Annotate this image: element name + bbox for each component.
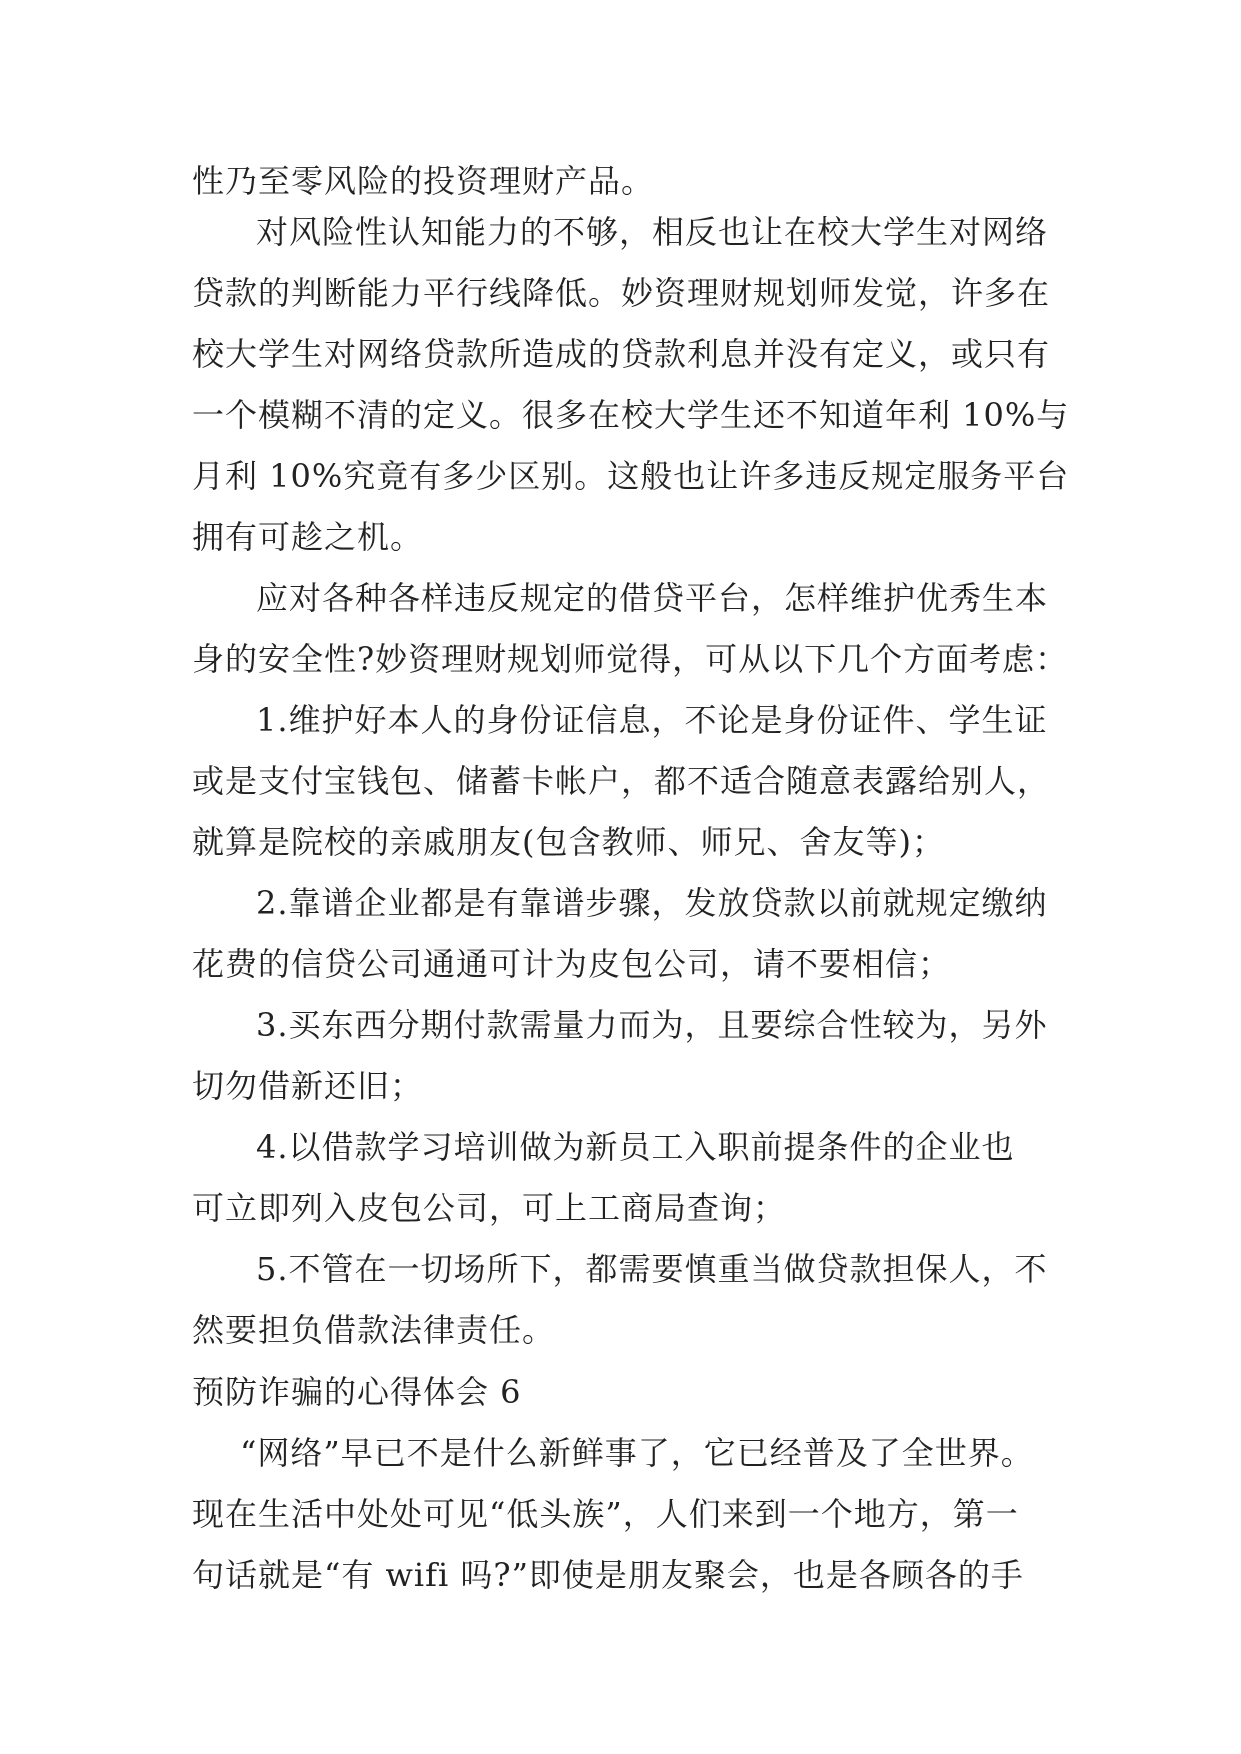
list-item-1-line-1: 1.维护好本人的身份证信息，不论是身份证件、学生证: [256, 701, 1048, 739]
text-line-22: “网络”早已不是什么新鲜事了，它已经普及了全世界。: [240, 1434, 1034, 1472]
text-line-9: 身的安全性?妙资理财规划师觉得，可从以下几个方面考虑：: [192, 640, 1069, 678]
text-line-1: 性乃至零风险的投资理财产品。: [192, 162, 655, 200]
list-item-3-line-1: 3.买东西分期付款需量力而为，且要综合性较为，另外: [256, 1006, 1048, 1044]
text-line-2: 对风险性认知能力的不够，相反也让在校大学生对网络: [256, 213, 1049, 251]
text-line-5: 一个模糊不清的定义。很多在校大学生还不知道年利 10%与: [192, 396, 1070, 434]
list-item-4-line-2: 可立即列入皮包公司，可上工商局查询；: [192, 1189, 787, 1227]
list-item-1-line-2: 或是支付宝钱包、储蓄卡帐户，都不适合随意表露给别人，: [192, 762, 1051, 800]
section-heading: 预防诈骗的心得体会 6: [192, 1373, 522, 1411]
list-item-5-line-2: 然要担负借款法律责任。: [192, 1311, 556, 1349]
list-item-3-line-2: 切勿借新还旧；: [192, 1067, 424, 1105]
text-line-24: 句话就是“有 wifi 吗?”即使是朋友聚会，也是各顾各的手: [192, 1556, 1024, 1594]
text-line-23: 现在生活中处处可见“低头族”，人们来到一个地方，第一: [192, 1495, 1019, 1533]
list-item-2-line-2: 花费的信贷公司通通可计为皮包公司，请不要相信；: [192, 945, 952, 983]
text-line-6: 月利 10%究竟有多少区别。这般也让许多违反规定服务平台: [192, 457, 1070, 495]
list-item-4-line-1: 4.以借款学习培训做为新员工入职前提条件的企业也: [256, 1128, 1015, 1166]
text-line-7: 拥有可趁之机。: [192, 518, 424, 556]
text-line-4: 校大学生对网络贷款所造成的贷款利息并没有定义，或只有: [192, 335, 1051, 373]
text-line-3: 贷款的判断能力平行线降低。妙资理财规划师发觉，许多在: [192, 274, 1051, 312]
list-item-2-line-1: 2.靠谱企业都是有靠谱步骤，发放贷款以前就规定缴纳: [256, 884, 1048, 922]
list-item-5-line-1: 5.不管在一切场所下，都需要慎重当做贷款担保人，不: [256, 1250, 1048, 1288]
document-body: [192, 160, 1070, 1606]
list-item-1-line-3: 就算是院校的亲戚朋友(包含教师、师兄、舍友等)；: [192, 823, 945, 861]
text-line-8: 应对各种各样违反规定的借贷平台，怎样维护优秀生本: [256, 579, 1049, 617]
